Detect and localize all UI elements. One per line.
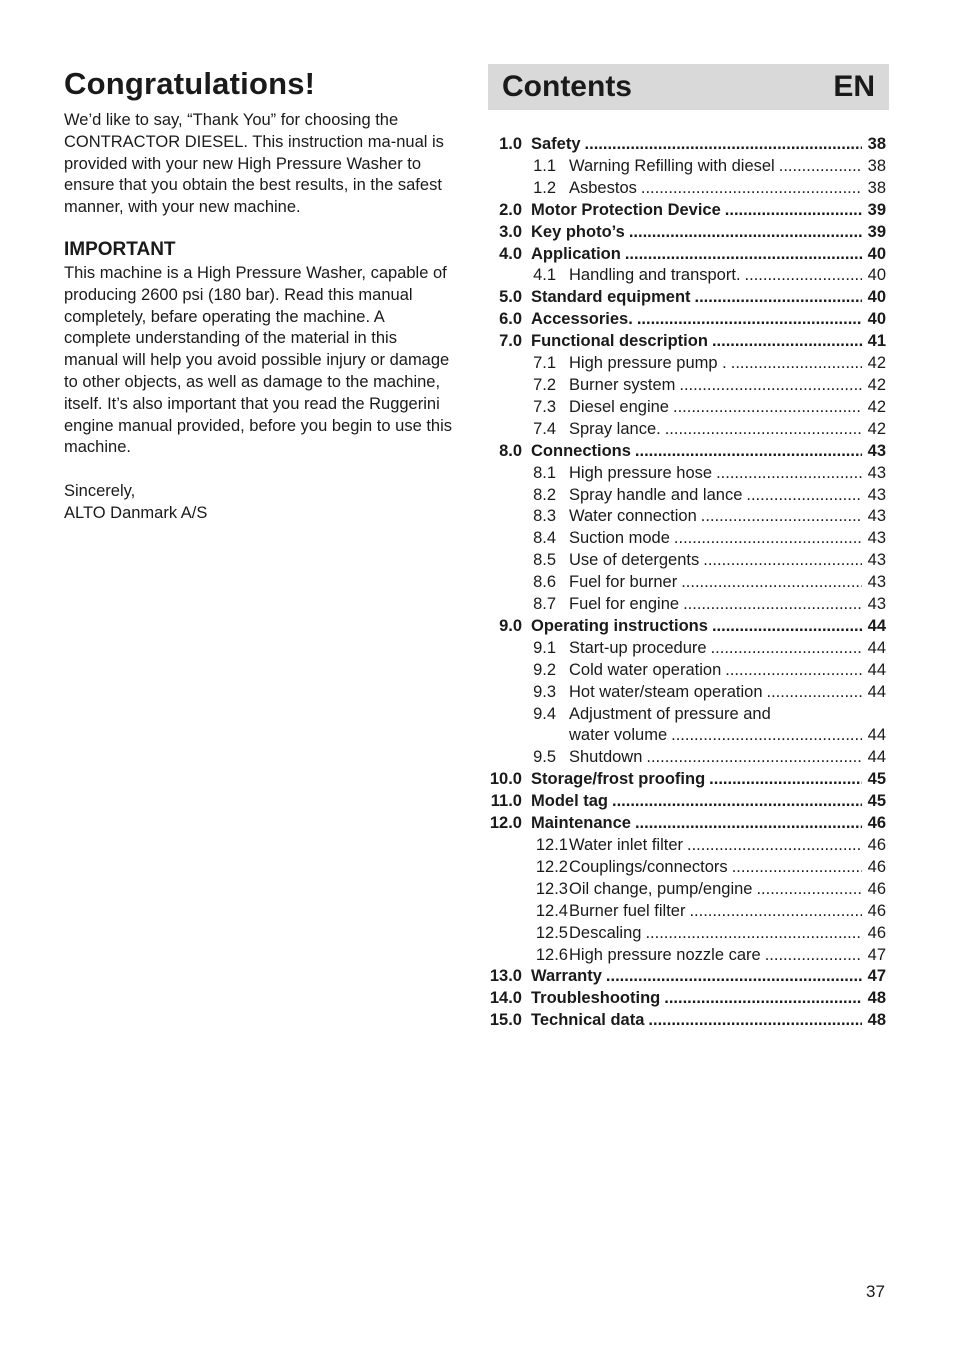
toc-entry[interactable]: [488, 616, 886, 638]
toc-entry-number: 8.7: [533, 595, 556, 614]
toc-leader-dots: [689, 901, 862, 923]
toc-entry[interactable]: [488, 945, 886, 967]
toc-entry-title: Application: [531, 244, 621, 263]
toc-entry-page: 43: [867, 551, 886, 570]
toc-leader-dots: [665, 419, 862, 441]
toc-entry-number: 10.0: [489, 770, 522, 789]
toc-entry-number: 14.0: [489, 989, 522, 1008]
toc-entry[interactable]: [488, 222, 886, 244]
toc-entry[interactable]: [488, 528, 886, 550]
toc-entry-page: 43: [867, 529, 886, 548]
toc-leader-dots: [635, 813, 862, 835]
toc-entry-title: Cold water operation: [569, 660, 722, 679]
toc-entry[interactable]: [488, 419, 886, 441]
toc-entry[interactable]: [488, 485, 886, 507]
toc-entry-title: water volume: [569, 726, 668, 745]
toc-entry-page: 48: [867, 989, 886, 1008]
toc-entry-number: 12.3: [535, 879, 568, 898]
toc-entry[interactable]: [488, 594, 886, 616]
toc-entry[interactable]: [488, 879, 886, 901]
toc-entry-number: 8.4: [533, 529, 556, 548]
toc-entry[interactable]: [488, 572, 886, 594]
toc-leader-dots: [756, 879, 862, 901]
toc-entry-number: 12.4: [535, 901, 568, 920]
toc-entry-page: 45: [867, 792, 886, 811]
toc-leader-dots: [673, 397, 862, 419]
toc-entry-page: 43: [867, 485, 886, 504]
toc-entry[interactable]: [488, 178, 886, 200]
toc-leader-dots: [725, 200, 862, 222]
toc-entry-title: Standard equipment: [531, 288, 691, 307]
toc-entry-title: Key photo’s: [531, 222, 625, 241]
toc-leader-dots: [687, 835, 862, 857]
toc-entry-title: Warning Refilling with diesel: [569, 156, 775, 175]
toc-entry[interactable]: [488, 441, 886, 463]
toc-entry-title: Troubleshooting: [531, 989, 661, 1008]
toc-entry-number: 4.1: [533, 266, 556, 285]
toc-entry-number: 8.2: [533, 485, 556, 504]
toc-entry-title: Diesel engine: [569, 397, 669, 416]
toc-entry[interactable]: [488, 638, 886, 660]
toc-entry-number: 13.0: [489, 967, 522, 986]
toc-leader-dots: [585, 134, 862, 156]
toc-entry-title: Burner system: [569, 375, 676, 394]
toc-leader-dots: [674, 528, 862, 550]
toc-entry[interactable]: [488, 725, 886, 747]
toc-entry[interactable]: [488, 397, 886, 419]
toc-entry-title: Burner fuel filter: [569, 901, 686, 920]
toc-entry-number: 15.0: [489, 1011, 522, 1030]
toc-entry-number: 11.0: [490, 792, 522, 811]
toc-entry[interactable]: [488, 156, 886, 178]
toc-entry[interactable]: [488, 660, 886, 682]
toc-entry-number: 9.5: [533, 748, 556, 767]
toc-entry-page: 46: [867, 879, 886, 898]
toc-entry-title: Suction mode: [569, 529, 670, 548]
contents-header: [488, 64, 889, 110]
toc-entry-title: Couplings/connectors: [569, 857, 728, 876]
toc-entry-page: 46: [867, 857, 886, 876]
contents-section: [488, 64, 889, 1032]
toc-entry-title: Water inlet filter: [569, 836, 684, 854]
toc-entry[interactable]: [488, 200, 886, 222]
toc-entry-page: 42: [867, 419, 886, 438]
toc-leader-dots: [681, 572, 862, 594]
toc-entry-page: 43: [867, 463, 886, 482]
toc-entry-number: 8.1: [533, 463, 556, 482]
toc-leader-dots: [629, 222, 862, 244]
toc-entry-page: 44: [867, 660, 886, 679]
signature-text: ALTO Danmark A/S: [64, 503, 208, 522]
toc-entry[interactable]: [488, 265, 886, 287]
toc-entry-number: 9.4: [533, 704, 556, 723]
toc-entry[interactable]: [488, 287, 886, 309]
toc-entry-page: 47: [867, 945, 886, 964]
toc-entry-title: Handling and transport.: [569, 266, 741, 285]
toc-leader-dots: [745, 265, 862, 287]
table-of-contents: [488, 134, 889, 1032]
toc-entry-title: High pressure pump .: [569, 354, 727, 373]
toc-entry-number: 3.0: [499, 222, 522, 241]
toc-leader-dots: [695, 287, 862, 309]
toc-entry[interactable]: [488, 244, 886, 266]
toc-leader-dots: [679, 375, 862, 397]
toc-entry-page: 46: [867, 836, 886, 854]
toc-entry-title: Oil change, pump/engine: [569, 879, 753, 898]
toc-entry[interactable]: [488, 134, 886, 156]
toc-entry-number: 7.3: [533, 397, 556, 416]
toc-entry-page: 38: [867, 135, 886, 153]
toc-entry[interactable]: [488, 353, 886, 375]
toc-entry-number: 8.6: [533, 573, 556, 592]
toc-entry-number: 8.5: [533, 551, 556, 570]
closing-text: Sincerely,: [64, 481, 136, 500]
toc-entry-page: 43: [867, 573, 886, 592]
toc-entry[interactable]: [488, 835, 886, 857]
language-code: EN: [833, 70, 875, 103]
toc-entry-number: 4.0: [499, 244, 522, 263]
toc-entry-number: 2.0: [499, 200, 522, 219]
toc-entry[interactable]: [488, 550, 886, 572]
toc-leader-dots: [635, 441, 862, 463]
toc-entry-number: 7.0: [499, 332, 522, 351]
contents-title: Contents: [502, 70, 632, 103]
toc-entry-page: 43: [867, 441, 886, 460]
toc-leader-dots: [765, 945, 862, 967]
toc-entry-title: Asbestos: [569, 178, 637, 197]
toc-entry-number: 12.6: [535, 945, 568, 964]
intro-title: Congratulations!: [64, 66, 316, 101]
toc-entry-page: 45: [867, 770, 886, 789]
toc-leader-dots: [637, 309, 862, 331]
toc-entry-title: Storage/frost proofing: [531, 770, 706, 789]
toc-entry-page: 44: [867, 616, 886, 635]
toc-entry-page: 40: [867, 288, 886, 307]
toc-entry[interactable]: [488, 463, 886, 485]
toc-entry-number: 5.0: [499, 288, 522, 307]
toc-entry-page: 41: [867, 332, 886, 351]
toc-entry-title: Safety: [531, 135, 581, 153]
toc-entry[interactable]: [488, 682, 886, 704]
toc-entry-page: 43: [867, 507, 886, 526]
toc-entry-title: Motor Protection Device: [531, 200, 721, 219]
toc-leader-dots: [625, 244, 862, 266]
toc-entry-page: 46: [867, 923, 886, 942]
toc-entry-page: 40: [867, 244, 886, 263]
toc-entry-number: 9.3: [533, 682, 556, 701]
toc-entry-number: 9.1: [533, 638, 556, 657]
toc-entry[interactable]: [488, 791, 886, 813]
toc-leader-dots: [646, 747, 862, 769]
toc-entry-title: Fuel for burner: [569, 573, 678, 592]
toc-entry-number: 12.1: [535, 836, 568, 854]
toc-entry[interactable]: [488, 988, 886, 1010]
toc-entry-title: High pressure hose: [569, 463, 713, 482]
important-heading: IMPORTANT: [64, 238, 176, 260]
toc-entry-number: 7.2: [533, 375, 556, 394]
toc-entry-number: 7.4: [533, 419, 556, 438]
page-number: 37: [866, 1282, 885, 1301]
toc-entry-title: Hot water/steam operation: [569, 682, 763, 701]
toc-leader-dots: [701, 506, 862, 528]
toc-entry-title: Connections: [531, 441, 631, 460]
toc-entry-page: 40: [867, 266, 886, 285]
toc-entry[interactable]: [488, 857, 886, 879]
toc-entry-number: 9.0: [499, 616, 522, 635]
toc-entry[interactable]: [488, 901, 886, 923]
intro-paragraph: We’d like to say, “Thank You” for choosing the CONTRACTOR DIESEL. This instruction ma-nual is provided with your new High Pressure Washer to ensure that you obtain the best results, in the safest manner, with your new machine.: [64, 111, 444, 217]
toc-entry-number: 7.1: [533, 354, 556, 373]
toc-leader-dots: [716, 463, 862, 485]
toc-entry-number: 12.2: [535, 857, 568, 876]
toc-leader-dots: [725, 660, 862, 682]
toc-leader-dots: [683, 594, 862, 616]
toc-entry-page: 44: [867, 682, 886, 701]
toc-entry-page: 42: [867, 354, 886, 373]
toc-leader-dots: [645, 923, 862, 945]
toc-entry-title: Accessories.: [531, 310, 633, 329]
toc-leader-dots: [641, 178, 862, 200]
toc-entry-number: 8.0: [499, 441, 522, 460]
toc-leader-dots: [671, 725, 862, 747]
toc-entry-title: Spray lance.: [569, 419, 661, 438]
toc-entry-page: 38: [867, 178, 886, 197]
toc-leader-dots: [606, 966, 862, 988]
toc-entry-page: 44: [867, 726, 886, 745]
toc-entry[interactable]: [488, 1010, 886, 1032]
toc-entry-page: 39: [867, 222, 886, 241]
toc-entry-number: 12.5: [535, 923, 568, 942]
toc-entry-page: 46: [867, 814, 886, 833]
toc-entry-number: 9.2: [533, 660, 556, 679]
toc-entry-title: Fuel for engine: [569, 595, 680, 614]
toc-entry-page: 43: [867, 595, 886, 614]
toc-entry[interactable]: [488, 813, 886, 835]
toc-entry-page: 40: [867, 310, 886, 329]
toc-entry-title: Technical data: [531, 1011, 645, 1030]
toc-entry-title: Warranty: [531, 967, 602, 986]
toc-entry-number: 12.0: [489, 814, 522, 833]
toc-entry-title: Start-up procedure: [569, 638, 707, 657]
toc-entry-number: 1.1: [533, 156, 556, 175]
intro-section: [64, 66, 454, 525]
toc-leader-dots: [767, 682, 862, 704]
toc-entry[interactable]: [488, 331, 886, 353]
toc-entry-page: 44: [867, 748, 886, 767]
toc-entry-page: 48: [867, 1011, 886, 1030]
toc-entry-title: High pressure nozzle care: [569, 945, 761, 964]
toc-entry-title: Descaling: [569, 923, 642, 942]
toc-leader-dots: [712, 331, 862, 353]
toc-leader-dots: [711, 638, 862, 660]
toc-entry-title: Use of detergents: [569, 551, 700, 570]
toc-entry[interactable]: [488, 375, 886, 397]
toc-entry[interactable]: [488, 309, 886, 331]
toc-entry-page: 46: [867, 901, 886, 920]
toc-entry[interactable]: [488, 506, 886, 528]
toc-entry-page: 42: [867, 397, 886, 416]
toc-leader-dots: [731, 353, 862, 375]
toc-entry-number: 1.2: [533, 178, 556, 197]
toc-entry-page: 38: [867, 156, 886, 175]
toc-leader-dots: [732, 857, 862, 879]
toc-entry-title: Maintenance: [531, 814, 631, 833]
toc-entry-number: 8.3: [533, 507, 556, 526]
toc-entry-number: 1.0: [499, 135, 522, 153]
toc-entry-title: Water connection: [569, 507, 697, 526]
toc-leader-dots: [648, 1010, 862, 1032]
toc-leader-dots: [779, 156, 862, 178]
toc-leader-dots: [612, 791, 862, 813]
toc-leader-dots: [712, 616, 862, 638]
toc-leader-dots: [664, 988, 862, 1010]
toc-entry[interactable]: [488, 923, 886, 945]
toc-entry-number: 6.0: [499, 310, 522, 329]
toc-entry-title: Adjustment of pressure and: [569, 704, 771, 723]
toc-entry-title: Shutdown: [569, 748, 643, 767]
toc-leader-dots: [703, 550, 862, 572]
toc-entry-page: 47: [867, 967, 886, 986]
toc-entry[interactable]: [488, 704, 886, 726]
toc-entry[interactable]: [488, 966, 886, 988]
toc-entry-title: Functional description: [531, 332, 708, 351]
important-text: This machine is a High Pressure Washer, capable of producing 2600 psi (180 bar). Read this manual completely, befare operating the machine. A complete understanding of the material in this manual will help you avoid possible injury or damage to other objects, as well as damage to the machine, itself. It’s also important that you read the Ruggerini engine manual provided, before you begin to use this machine.: [64, 263, 453, 457]
toc-entry-page: 39: [867, 200, 886, 219]
toc-entry-page: 42: [867, 375, 886, 394]
toc-entry[interactable]: [488, 769, 886, 791]
toc-leader-dots: [746, 485, 862, 507]
toc-entry-title: Operating instructions: [531, 616, 708, 635]
toc-entry-title: Spray handle and lance: [569, 485, 743, 504]
toc-entry-page: 44: [867, 638, 886, 657]
toc-entry-title: Model tag: [531, 792, 608, 811]
toc-entry[interactable]: [488, 747, 886, 769]
toc-leader-dots: [709, 769, 862, 791]
